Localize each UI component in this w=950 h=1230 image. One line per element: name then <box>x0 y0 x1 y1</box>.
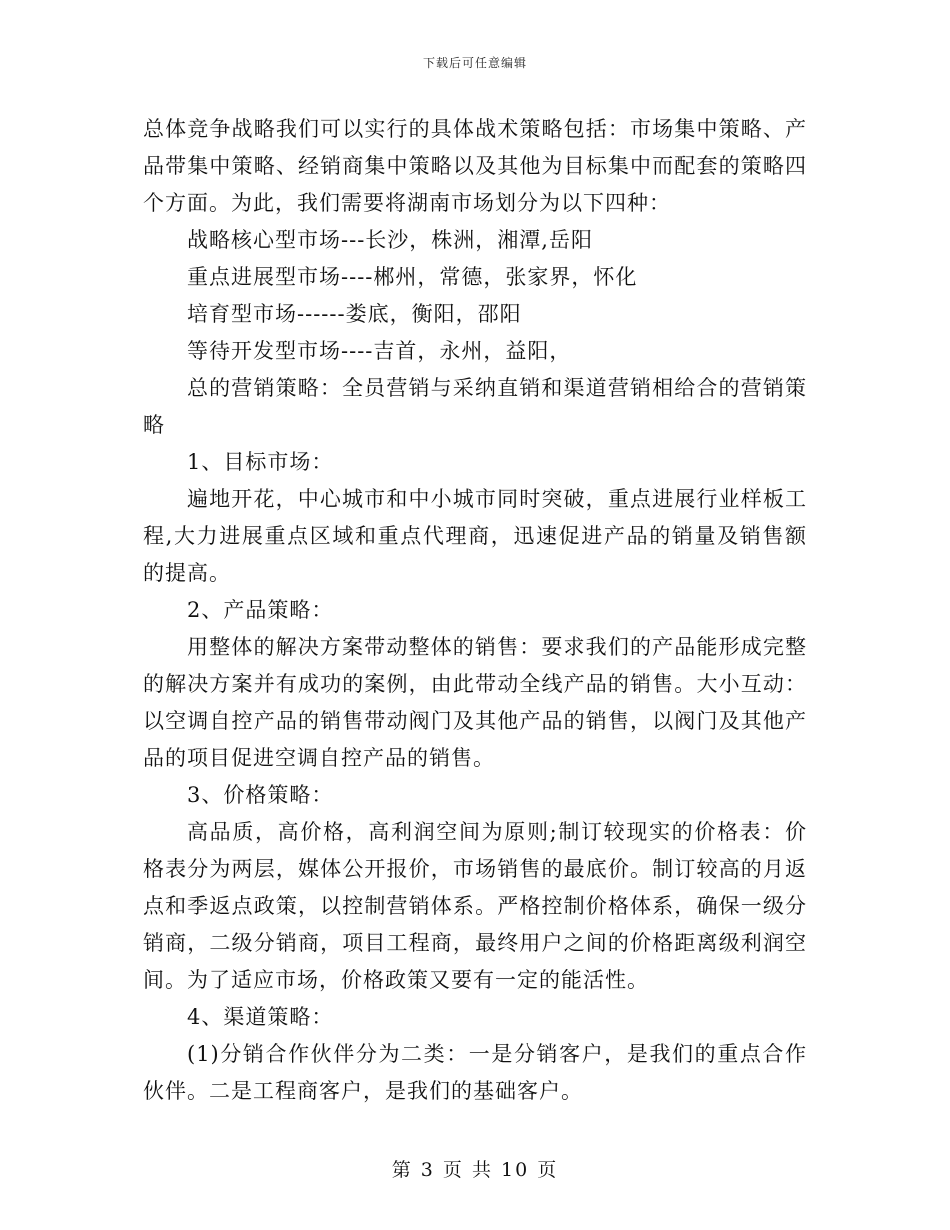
paragraph: 用整体的解决方案带动整体的销售：要求我们的产品能形成完整的解决方案并有成功的案例，由此带动全线产品的销售。大小互动：以空调自控产品的销售带动阀门及其他产品的销售，以阀门及其他产品的项目促进空调自控产品的销售。 <box>143 635 807 770</box>
page-header: 下载后可任意编辑 <box>422 56 527 70</box>
paragraph: 重点进展型市场----郴州，常德，张家界，怀化 <box>187 265 638 289</box>
paragraph: 总的营销策略：全员营销与采纳直销和渠道营销相给合的营销策略 <box>143 376 807 437</box>
document-body <box>143 111 807 1110</box>
section-heading: 4、渠道策略： <box>187 1005 334 1029</box>
section-heading: 3、价格策略： <box>187 783 334 807</box>
paragraph: 培育型市场------娄底，衡阳，邵阳 <box>187 302 522 326</box>
paragraph: 等待开发型市场----吉首，永州，益阳， <box>187 339 572 363</box>
paragraph: 高品质，高价格，高利润空间为原则;制订较现实的价格表：价格表分为两层，媒体公开报价，市场销售的最底价。制订较高的月返点和季返点政策，以控制营销体系。严格控制价格体系，确保一级分销商，二级分销商，项目工程商，最终用户之间的价格距离级利润空间。为了适应市场，价格政策又要有一定的能活性。 <box>143 820 807 992</box>
paragraph: (1)分销合作伙伴分为二类：一是分销客户，是我们的重点合作伙伴。二是工程商客户，是我们的基础客户。 <box>143 1042 807 1103</box>
paragraph: 总体竞争战略我们可以实行的具体战术策略包括：市场集中策略、产品带集中策略、经销商集中策略以及其他为目标集中而配套的策略四个方面。为此，我们需要将湖南市场划分为以下四种： <box>143 117 807 215</box>
section-heading: 1、目标市场： <box>187 450 334 474</box>
section-heading: 2、产品策略： <box>187 598 334 622</box>
page-number: 第 3 页 共 10 页 <box>391 1159 559 1181</box>
paragraph: 战略核心型市场---长沙，株洲，湘潭,岳阳 <box>187 228 593 252</box>
paragraph: 遍地开花，中心城市和中小城市同时突破，重点进展行业样板工程,大力进展重点区域和重点代理商，迅速促进产品的销量及销售额的提高。 <box>143 487 807 585</box>
